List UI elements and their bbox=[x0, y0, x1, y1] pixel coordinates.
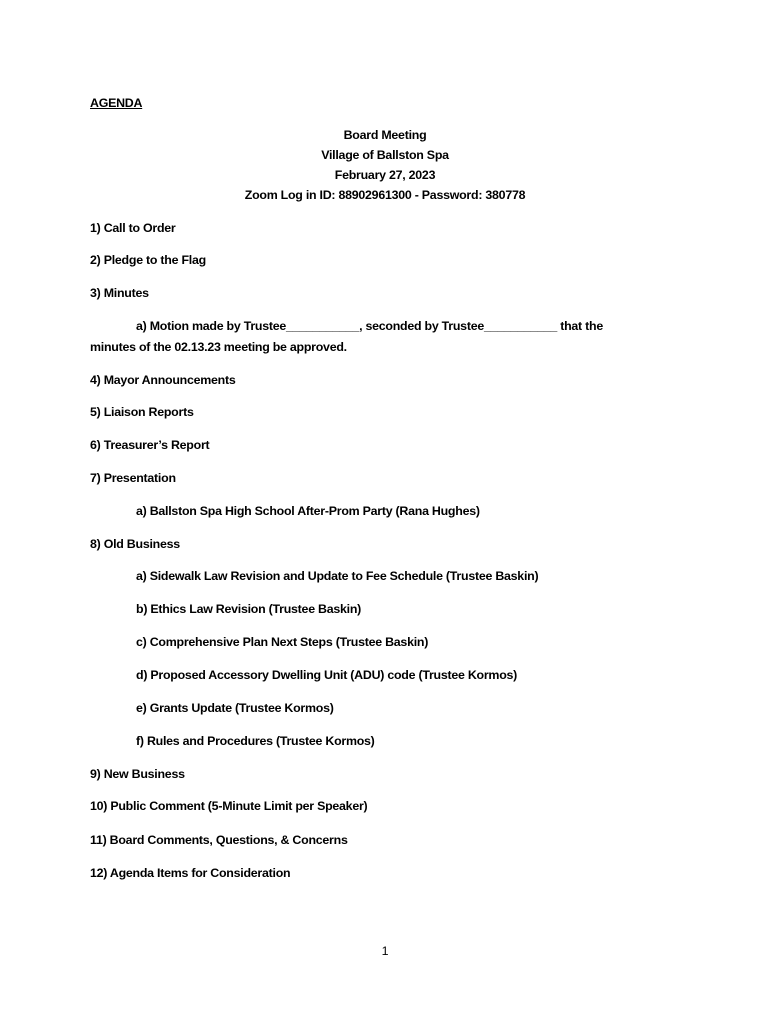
old-business-sub-item: a) Sidewalk Law Revision and Update to Fee Schedule (Trustee Baskin) bbox=[136, 569, 539, 583]
meeting-date: February 27, 2023 bbox=[334, 168, 436, 182]
agenda-item-new-business: 9) New Business bbox=[90, 767, 185, 781]
agenda-item-presentation: 7) Presentation bbox=[90, 471, 176, 485]
agenda-item-minutes: 3) Minutes bbox=[90, 286, 149, 300]
old-business-sub-item: e) Grants Update (Trustee Kormos) bbox=[136, 701, 334, 715]
agenda-item-call-to-order: 1) Call to Order bbox=[90, 221, 176, 235]
meeting-title: Board Meeting bbox=[343, 128, 427, 142]
old-business-sub-item: c) Comprehensive Plan Next Steps (Trustee Baskin) bbox=[136, 635, 429, 649]
agenda-item-public-comment: 10) Public Comment (5-Minute Limit per Speaker) bbox=[90, 799, 368, 813]
agenda-item-treasurers-report: 6) Treasurer’s Report bbox=[90, 438, 210, 452]
presentation-sub-item: a) Ballston Spa High School After-Prom Party (Rana Hughes) bbox=[136, 504, 480, 518]
agenda-item-liaison-reports: 5) Liaison Reports bbox=[90, 405, 194, 419]
agenda-item-board-comments: 11) Board Comments, Questions, & Concerns bbox=[90, 833, 348, 847]
page-number: 1 bbox=[381, 944, 389, 958]
agenda-item-pledge: 2) Pledge to the Flag bbox=[90, 253, 206, 267]
old-business-sub-item: d) Proposed Accessory Dwelling Unit (ADU) code (Trustee Kormos) bbox=[136, 668, 518, 682]
minutes-motion-line2: minutes of the 02.13.23 meeting be approved. bbox=[90, 340, 347, 354]
minutes-motion-line1: a) Motion made by Trustee___________, seconded by Trustee___________ that the bbox=[136, 319, 603, 333]
old-business-sub-item: f) Rules and Procedures (Trustee Kormos) bbox=[136, 734, 375, 748]
agenda-item-items-for-consideration: 12) Agenda Items for Consideration bbox=[90, 866, 291, 880]
organization-name: Village of Ballston Spa bbox=[321, 148, 449, 162]
old-business-sub-item: b) Ethics Law Revision (Trustee Baskin) bbox=[136, 602, 362, 616]
agenda-item-mayor-announcements: 4) Mayor Announcements bbox=[90, 373, 236, 387]
agenda-heading: AGENDA bbox=[90, 96, 143, 110]
agenda-item-old-business: 8) Old Business bbox=[90, 537, 180, 551]
zoom-login-info: Zoom Log in ID: 88902961300 - Password: 380778 bbox=[244, 188, 526, 202]
